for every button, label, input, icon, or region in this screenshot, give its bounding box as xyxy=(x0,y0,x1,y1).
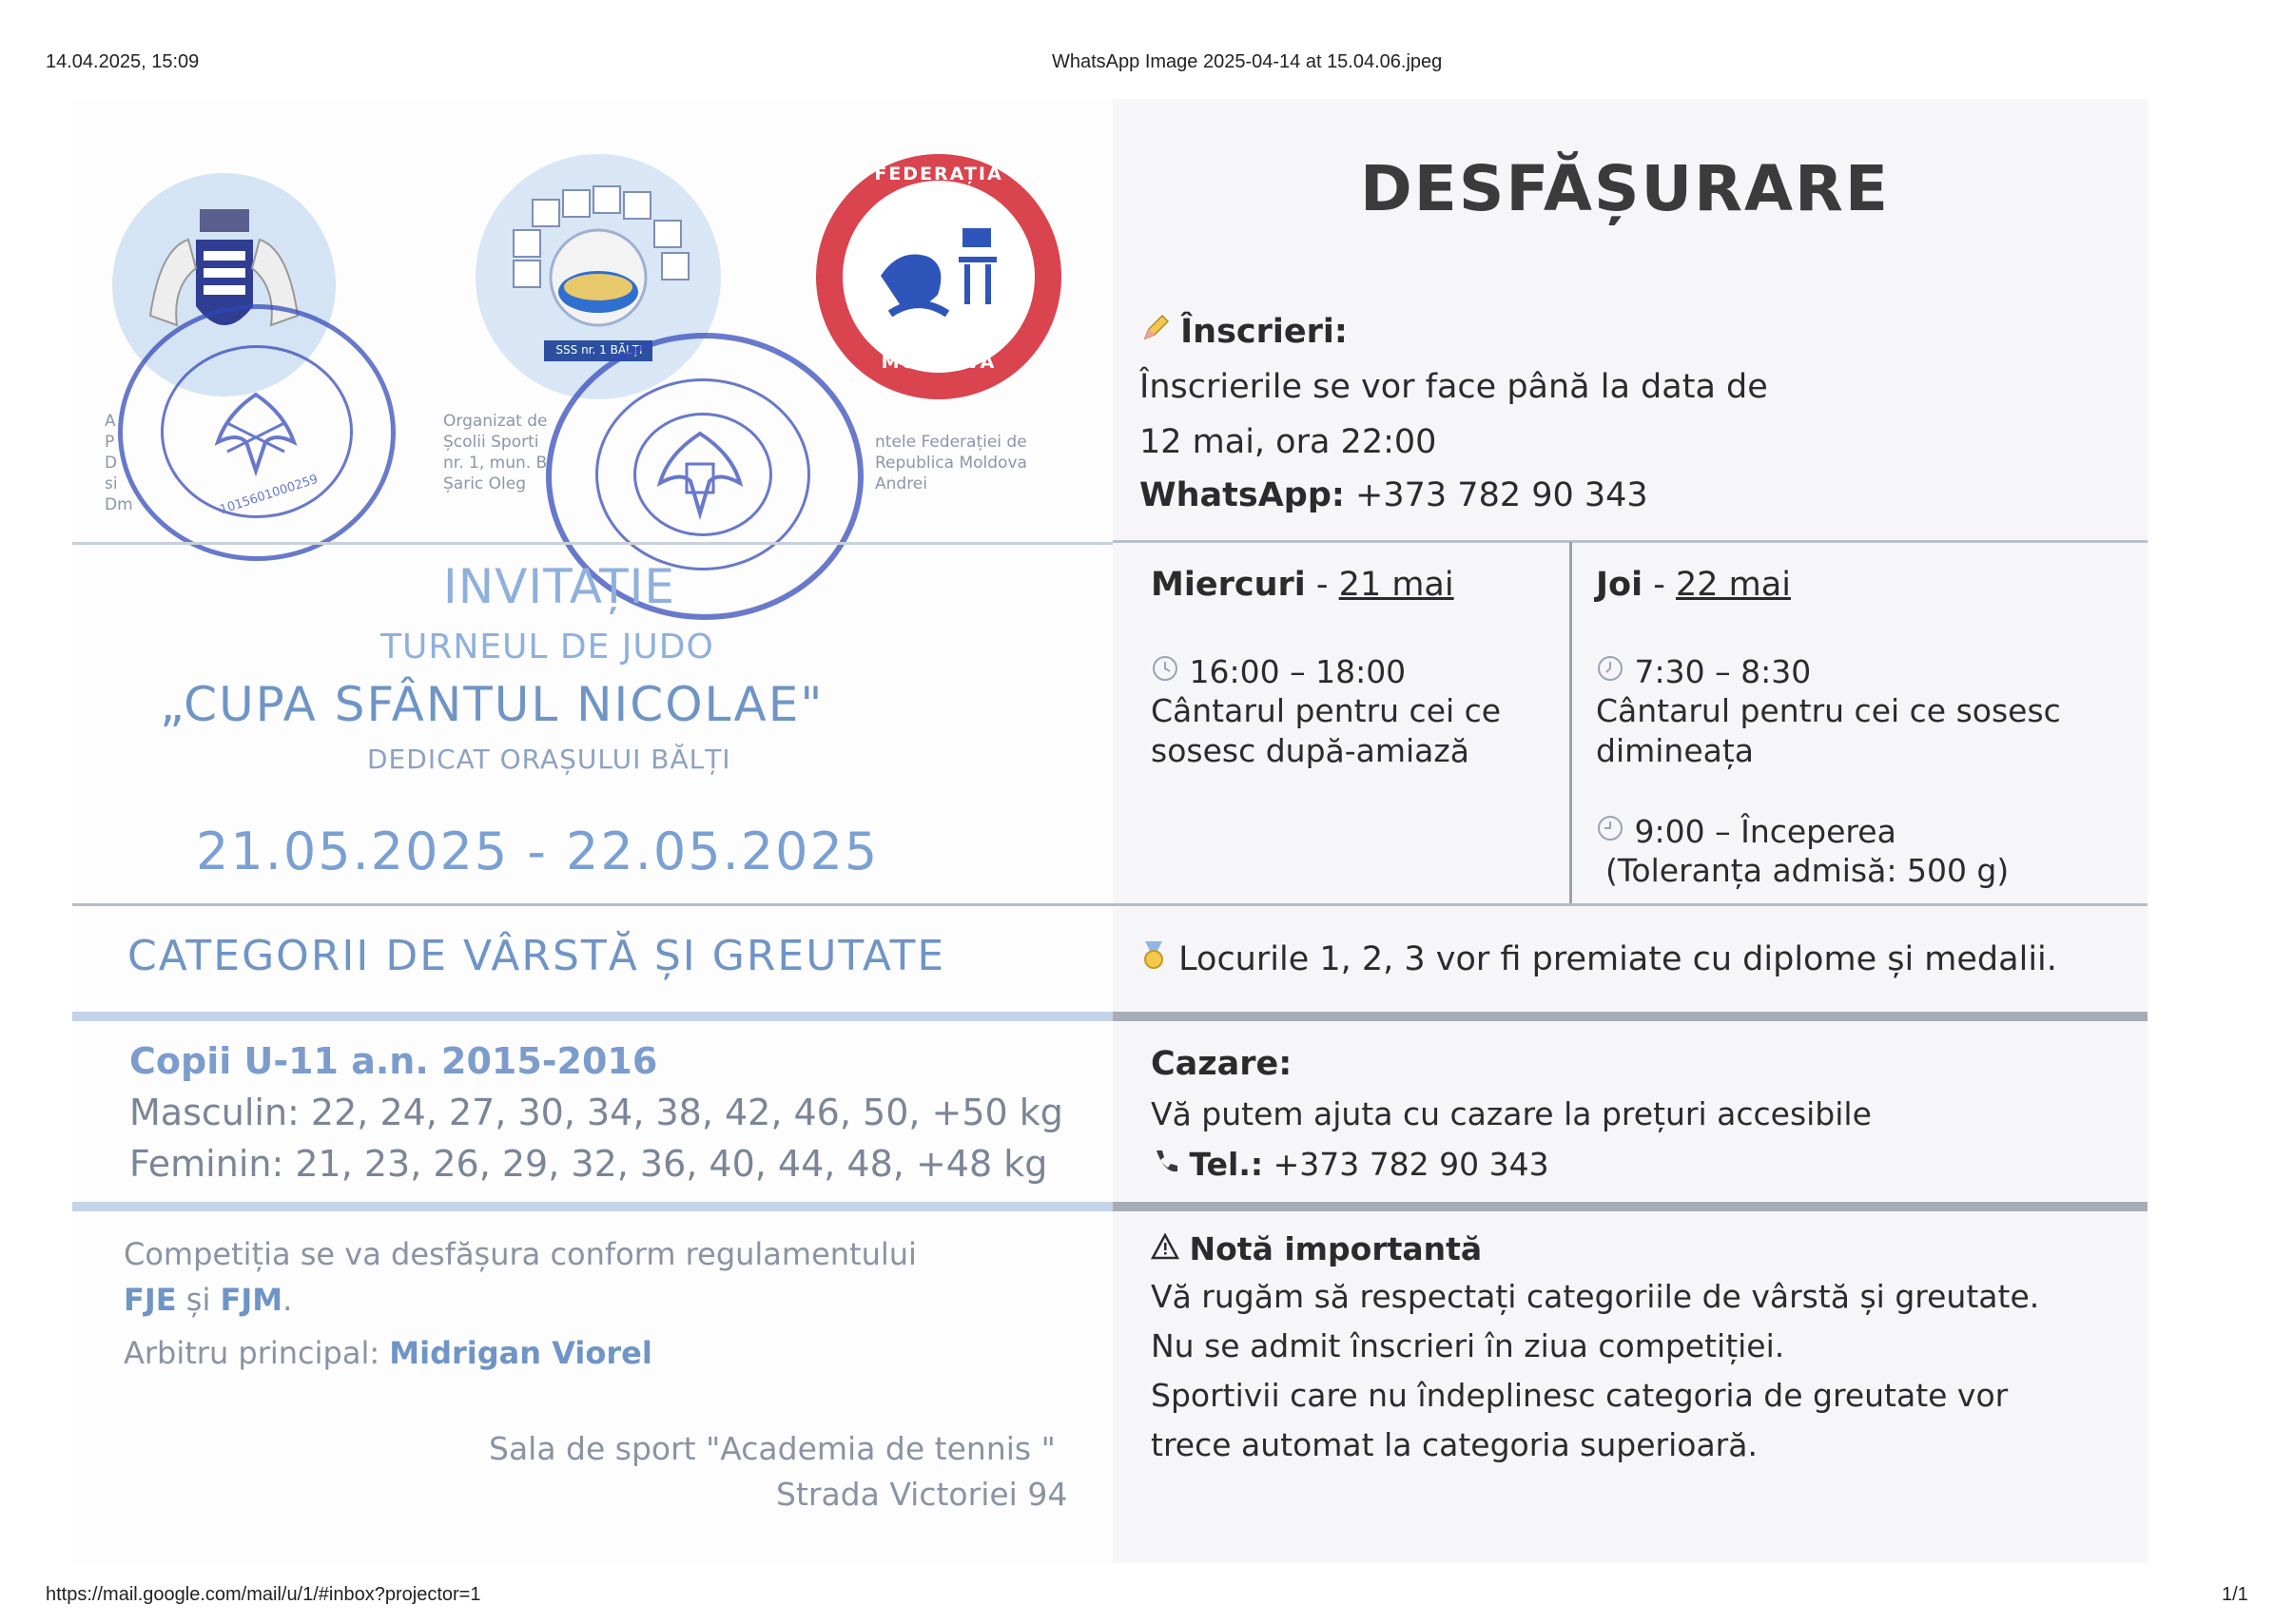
rules-band-right xyxy=(1113,1202,2148,1211)
day1-desc-line2: sosesc după-amiază xyxy=(1151,732,1469,769)
schedule-divider-top xyxy=(1113,540,2148,543)
official-seal-1 xyxy=(118,304,396,561)
age-group: Copii U-11 a.n. 2015-2016 xyxy=(129,1040,658,1082)
invitation-heading: INVITAȚIE xyxy=(443,559,675,614)
tournament-dates: 21.05.2025 - 22.05.2025 xyxy=(196,822,880,881)
day2-start-time: 9:00 – Începerea xyxy=(1596,814,1896,849)
registration-heading xyxy=(1141,314,1348,351)
day2-heading: Joi - 22 mai xyxy=(1596,566,1791,604)
whatsapp-label: WhatsApp: xyxy=(1139,476,1345,514)
day2-tolerance: (Toleranța admisă: 500 g) xyxy=(1605,852,2010,889)
tel-label: Tel.: xyxy=(1189,1146,1264,1183)
seal-1-code: 1015601000259 xyxy=(218,472,321,518)
note-line-3: Sportivii care nu îndeplinesc categoria de greutate vor xyxy=(1151,1377,2009,1414)
registration-label: Înscrieri: xyxy=(1180,313,1348,351)
prizes-note: Locurile 1, 2, 3 vor fi premiate cu diplome și medalii. xyxy=(1139,939,2057,978)
clock-icon xyxy=(1596,814,1624,842)
federation-bottom-text: MOLDOVA xyxy=(881,352,997,373)
male-weights: Masculin: 22, 24, 27, 30, 34, 38, 42, 46, 50, +50 kg xyxy=(129,1092,1063,1133)
categories-heading: CATEGORII DE VÂRSTĂ ȘI GREUTATE xyxy=(127,932,946,980)
print-url: https://mail.google.com/mail/u/1/#inbox?projector=1 xyxy=(46,1584,481,1605)
fje-abbr: FJE xyxy=(124,1282,177,1318)
categories-band-right xyxy=(1113,1012,2148,1021)
warning-icon xyxy=(1151,1233,1179,1260)
organizer-col-3: ntele Federației de Republica Moldova Andrei xyxy=(875,433,1027,493)
clock-icon xyxy=(1596,654,1624,683)
important-note-heading: Notă importantă xyxy=(1151,1232,1482,1266)
federation-top-text: FEDERAȚIA JUDO xyxy=(874,164,1003,205)
day2-desc-line1: Cântarul pentru cei ce sosesc xyxy=(1596,692,2061,729)
note-line-4: trece automat la categoria superioară. xyxy=(1151,1426,1758,1463)
organizer-col-1: A P D si Dm xyxy=(105,412,133,514)
clock-icon xyxy=(1151,654,1179,683)
print-page-number: 1/1 xyxy=(2222,1584,2248,1605)
coat-of-arms-seal-icon xyxy=(652,426,748,521)
day1-date: 21 mai xyxy=(1338,566,1454,604)
tel-number[interactable]: +373 782 90 343 xyxy=(1273,1146,1549,1183)
rules-band-left xyxy=(72,1202,1113,1211)
tournament-dedication: DEDICAT ORAȘULUI BĂLȚI xyxy=(367,744,731,775)
phone-icon xyxy=(1151,1147,1179,1175)
whatsapp-number[interactable]: +373 782 90 343 xyxy=(1355,476,1648,514)
eagle-seal-icon xyxy=(208,385,303,480)
referee-name: Midrigan Viorel xyxy=(389,1335,652,1371)
lodging-phone xyxy=(1151,1147,1549,1182)
schedule-column-divider xyxy=(1569,542,1572,903)
day2-desc-line2: dimineața xyxy=(1596,732,1755,769)
categories-band-left xyxy=(72,1012,1113,1021)
note-line-2: Nu se admit înscrieri în ziua competiției. xyxy=(1151,1327,1785,1364)
day2-weighin-time: 7:30 – 8:30 xyxy=(1596,654,1811,689)
schedule-title: DESFĂȘURARE xyxy=(1360,152,1890,225)
day1-heading: Miercuri - 21 mai xyxy=(1151,566,1454,604)
day1-weighin-time: 16:00 – 18:00 xyxy=(1151,654,1406,689)
lodging-heading: Cazare: xyxy=(1151,1045,1293,1083)
registration-deadline-line2: 12 mai, ora 22:00 xyxy=(1139,423,1437,461)
tournament-name: „CUPA SFÂNTUL NICOLAE" xyxy=(160,677,825,732)
rules-line: Competiția se va desfășura conform regulamentului xyxy=(124,1236,917,1272)
tournament-type: TURNEUL DE JUDO xyxy=(380,628,714,667)
day1-desc-line1: Cântarul pentru cei ce xyxy=(1151,692,1502,729)
day2-date: 22 mai xyxy=(1676,566,1791,604)
female-weights: Feminin: 21, 23, 26, 29, 32, 36, 40, 44, 48, +48 kg xyxy=(129,1143,1048,1185)
fjm-abbr: FJM xyxy=(220,1282,283,1318)
judo-federation-logo xyxy=(816,154,1061,399)
registration-deadline-line1: Înscrierile se vor face până la data de xyxy=(1139,368,1768,406)
venue-address: Strada Victoriei 94 xyxy=(776,1476,1068,1513)
judo-throw-icon xyxy=(871,209,1006,344)
school-plate-text: SSS nr. 1 BĂLȚI xyxy=(555,343,643,357)
pencil-icon xyxy=(1141,314,1170,342)
lodging-text: Vă putem ajuta cu cazare la prețuri accesibile xyxy=(1151,1095,1872,1132)
print-datetime: 14.04.2025, 15:09 xyxy=(46,51,200,72)
day2-name: Joi xyxy=(1596,566,1643,604)
section-divider-middle xyxy=(72,903,2148,906)
whatsapp-contact xyxy=(1139,477,1648,514)
venue-name: Sala de sport "Academia de tennis " xyxy=(489,1430,1056,1467)
medal-icon xyxy=(1139,939,1168,970)
chief-referee: Arbitru principal: Midrigan Viorel xyxy=(124,1335,652,1371)
rules-federations: FJE și FJM. xyxy=(124,1282,293,1318)
organizer-col-2: Organizat de Școlii Sporti nr. 1, mun. B Șaric Oleg xyxy=(443,412,548,493)
print-file-title: WhatsApp Image 2025-04-14 at 15.04.06.jpeg xyxy=(1052,51,1443,72)
note-line-1: Vă rugăm să respectați categoriile de vârstă și greutate. xyxy=(1151,1278,2040,1315)
day1-name: Miercuri xyxy=(1151,566,1306,604)
logo-divider xyxy=(72,542,1113,545)
